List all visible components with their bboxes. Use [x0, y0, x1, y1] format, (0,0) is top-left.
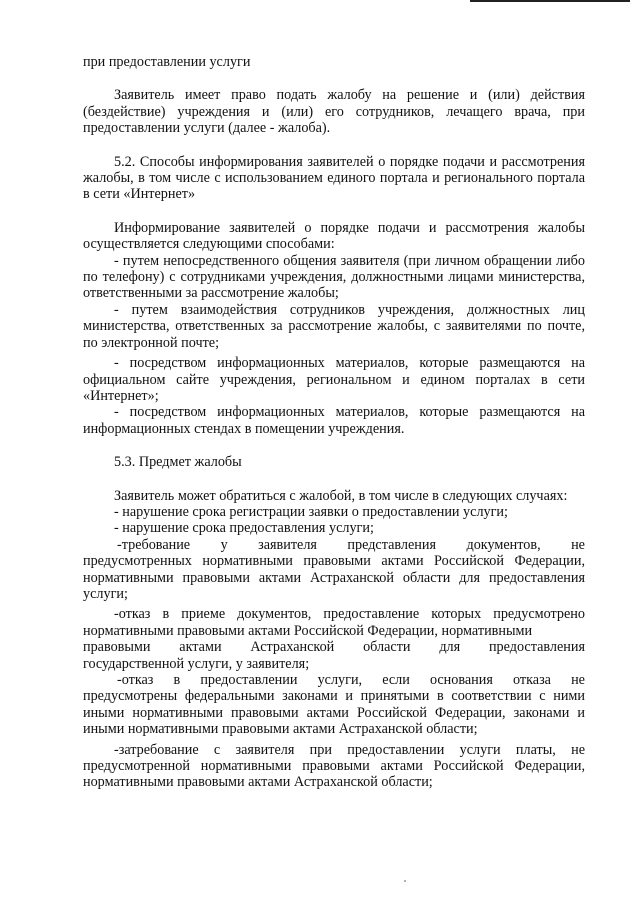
- case-refusal-acceptance-spread-line: правовыми актами Астраханской области для предоставления: [83, 639, 585, 656]
- case-refusal-service: [83, 672, 585, 738]
- continuation-line: при предоставлении услуги: [83, 54, 251, 70]
- case-unlawful-fee: -затребование с заявителя при предоставлении услуги платы, не предусмотренной нормативными правовыми актами Российской Федерации, нормативными правовыми актами Астраханской области;: [83, 741, 585, 791]
- paragraph-complaint-cases: Заявитель может обратиться с жалобой, в том числе в следующих случаях:: [114, 487, 568, 504]
- section-heading-5-3: 5.3. Предмет жалобы: [114, 454, 242, 471]
- list-item-website-materials: - посредством информационных материалов, которые размещаются на официальном сайте учреждения, региональном и едином порталах в сети «Интернет»;: [83, 355, 585, 404]
- list-item-mail-contact: - путем взаимодействия сотрудников учреждения, должностных лиц министерства, ответственных за рассмотрение жалобы, с заявителями по почте, по электронной почте;: [83, 301, 585, 351]
- case-refusal-service-rest: предусмотрены федеральными законами и принятыми в соответствии с ними иными нормативными правовыми актами Российской Федерации, законами и иными нормативными правовыми актами Астраханской области;: [83, 688, 585, 738]
- case-registration-delay: - нарушение срока регистрации заявки о предоставлении услуги;: [114, 503, 508, 520]
- paragraph-informing-methods: Информирование заявителей о порядке подачи и рассмотрения жалобы осуществляется следующими способами:: [83, 219, 585, 253]
- paragraph-right-to-complain: Заявитель имеет право подать жалобу на решение и (или) действия (бездействие) учреждения и (или) его сотрудников, лечащего врача, при предоставлении услуги (далее - жалоба).: [83, 87, 585, 137]
- list-item-direct-contact: - путем непосредственного общения заявителя (при личном обращении либо по телефону) с сотрудниками учреждения, должностными лицами министерства, ответственными за рассмотрение жалобы;: [83, 252, 585, 302]
- case-extra-documents-rest: предусмотренных нормативными правовыми актами Российской Федерации, нормативными правовыми актами Астраханской области для предоставления услуги;: [83, 553, 585, 602]
- scan-speck: [404, 880, 406, 882]
- list-item-stand-materials: - посредством информационных материалов, которые размещаются на информационных стендах в помещении учреждения.: [83, 404, 585, 437]
- case-service-delay: - нарушение срока предоставления услуги;: [114, 520, 374, 537]
- case-refusal-service-first-line: -отказ в предоставлении услуги, если основания отказа не: [117, 672, 585, 688]
- case-extra-documents-first-line: -требование у заявителя представления документов, не: [117, 536, 585, 553]
- top-border-line: [470, 0, 630, 2]
- case-extra-documents: [83, 537, 585, 603]
- case-refusal-acceptance: [83, 606, 585, 672]
- case-refusal-acceptance-rest: государственной услуги, у заявителя;: [83, 655, 310, 672]
- case-refusal-acceptance-text: -отказ в приеме документов, предоставление которых предусмотрено нормативными правовыми актами Российской Федерации, нормативными: [83, 606, 585, 639]
- document-page: [83, 54, 585, 791]
- section-heading-5-2: 5.2. Способы информирования заявителей о порядке подачи и рассмотрения жалобы, в том числе с использованием единого портала и регионального портала в сети «Интернет»: [83, 153, 585, 203]
